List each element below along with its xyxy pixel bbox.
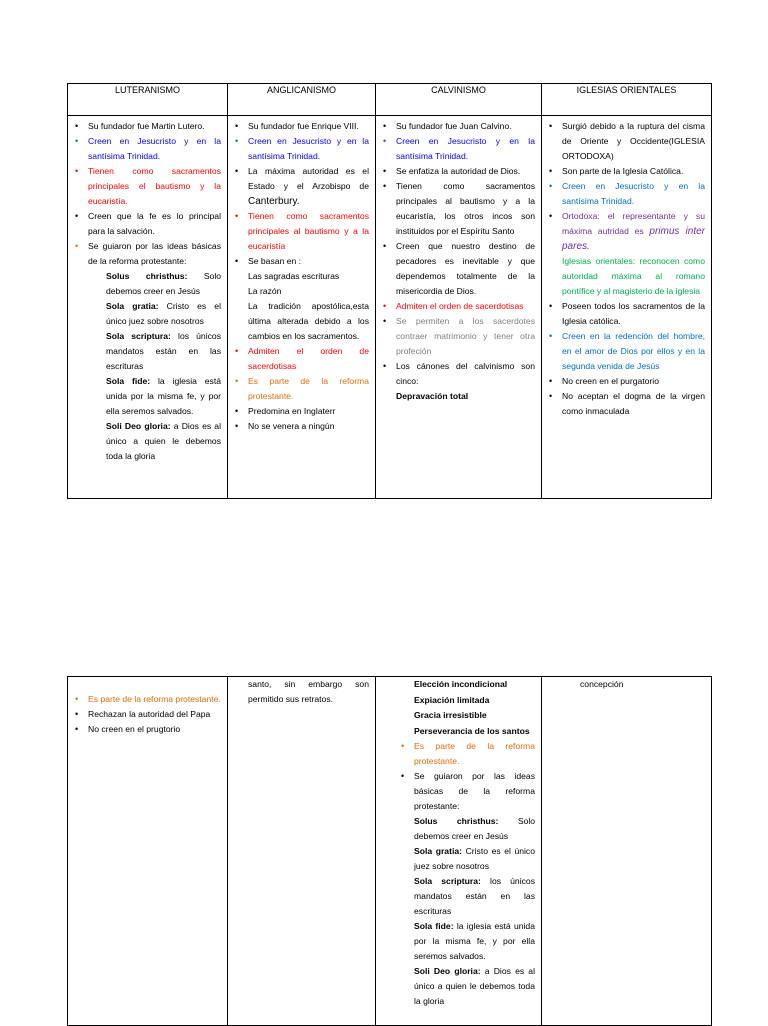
list-item: • No aceptan el dogma de la virgen como inmaculada	[562, 389, 705, 419]
cell-calvinismo	[376, 116, 542, 499]
principle-solus	[376, 814, 541, 844]
comparison-table-page1	[67, 83, 712, 499]
cell-calvinismo-cont	[376, 677, 542, 1026]
principle-text: a Dios es al único a quien le debemos toda la gloria	[414, 966, 536, 1006]
orientales-note: Iglesias orientales: reconocen como autoridad máxima al romano pontífice y al magisterio de la iglesia	[562, 256, 705, 296]
list-item: • Su fundador fue Enrique VIII.	[248, 119, 369, 134]
list-item: • Se permiten a los sacerdotes contraer matrimonio y tener otra profeción	[396, 314, 535, 359]
canon-text: Expiación limitada	[414, 694, 490, 705]
principle-deo	[376, 964, 541, 1009]
source-item: La tradición apostólica,esta última alterada debido a los cambios en los sacramentos.	[248, 301, 369, 341]
comparison-table-page2	[67, 676, 712, 1026]
list-item: • Se guiaron por las ideas básicas de la reforma protestante:	[414, 769, 535, 814]
principle-solus	[68, 269, 227, 299]
principle-gratia	[68, 299, 227, 329]
principle-fide	[68, 374, 227, 419]
list-item: • No creen en el prugtorio	[88, 722, 221, 737]
canon-text: Perseverancia de los santos	[414, 725, 530, 736]
header-luteranismo: LUTERANISMO	[68, 84, 228, 116]
list-item: • Creen en Jesucristo y en la santísima Trinidad.	[88, 134, 221, 164]
list-item: • Predomina en Inglaterr	[248, 404, 369, 419]
canon-text: Depravación total	[396, 391, 469, 401]
list-item: • Su fundador fue Juan Calvino.	[396, 119, 535, 134]
list-item: • Surgió debido a la ruptura del cisma de Oriente y Occidente(IGLESIA ORTODOXA)	[562, 119, 705, 164]
list-item: • Creen en Jesucristo y en la santísima Trinidad.	[396, 134, 535, 164]
principle-title: Sola scriptura:	[414, 876, 481, 886]
list-item: • Son parte de la Iglesia Católica.	[562, 164, 705, 179]
canons-block	[376, 677, 541, 739]
canon-text: Elección incondicional	[414, 679, 508, 689]
cell-anglicanismo	[228, 116, 376, 499]
principle-title: Sola gratia:	[106, 301, 159, 311]
principle-title: Sola scriptura:	[106, 331, 171, 341]
list-item: • Su fundador fue Martin Lutero.	[88, 119, 221, 134]
principle-title: Solus christhus:	[106, 271, 188, 281]
list-item	[562, 209, 705, 254]
list-item: • Se basan en :	[248, 254, 369, 269]
list-item: • Admiten el orden de sacerdotisas	[248, 344, 369, 374]
principle-scriptura	[376, 874, 541, 919]
list-item: • Creen en Jesucristo y en la santísima Trinidad.	[248, 134, 369, 164]
cell-iglesias-orientales	[542, 116, 712, 499]
cell-luteranismo-cont	[68, 677, 228, 1026]
header-anglicanismo: ANGLICANISMO	[228, 84, 376, 116]
list-item-text: La máxima autoridad es el Estado y el Arzobispo de	[248, 166, 369, 191]
list-item: • Rechazan la autoridad del Papa	[88, 707, 221, 722]
list-item: • Los cánones del calvinismo son cinco:	[396, 359, 535, 389]
principle-text: Cristo es el único juez sobre nosotros	[106, 301, 221, 326]
list-item: • Admiten el orden de sacerdotisas	[396, 299, 535, 314]
principle-title: Solus christhus:	[414, 816, 499, 826]
header-calvinismo: CALVINISMO	[376, 84, 542, 116]
principle-text: Solo debemos creer en Jesús	[414, 816, 536, 841]
list-item: • No se venera a ningún	[248, 419, 369, 434]
principle-text: Cristo es el único juez sobre nosotros	[414, 846, 536, 871]
list-item: • Se enfatiza la autoridad de Dios.	[396, 164, 535, 179]
list-item: • No creen en el purgatorio	[562, 374, 705, 389]
list-item: • Es parte de la reforma protestante.	[414, 739, 535, 769]
principle-title: Sola gratia:	[414, 846, 462, 856]
list-item: • Poseen todos los sacramentos de la Iglesia católica.	[562, 299, 705, 329]
principle-gratia	[376, 844, 541, 874]
list-item-text: Se guiaron por las ideas básicas de la reforma protestante:	[88, 241, 221, 266]
list-item-text: Canterbury.	[248, 196, 300, 207]
principle-title: Sola fide:	[106, 376, 151, 386]
principle-title: Sola fide:	[414, 921, 454, 931]
principle-text: a Dios es al único a quien le debemos toda la gloria	[106, 421, 222, 461]
continued-text: santo, sin embargo son permitido sus retratos.	[248, 679, 369, 704]
source-item: La razón	[248, 286, 282, 296]
canon-item	[376, 389, 541, 404]
principle-text: los únicos mandatos están en las escrituras	[106, 331, 221, 371]
list-item-text: Ortodoxa: el representante y su máxima autridad es	[562, 211, 705, 236]
principle-text: los únicos mandatos están en las escrituras	[414, 876, 535, 916]
continued-text: concepción	[580, 679, 624, 689]
principle-deo	[68, 419, 227, 464]
header-iglesias-orientales: IGLESIAS ORIENTALES	[542, 84, 712, 116]
principle-title: Soli Deo gloria:	[414, 966, 481, 976]
principle-text: la iglesia está unida por la misma fe, y por ella seremos salvados.	[106, 376, 221, 416]
list-item	[88, 239, 221, 269]
list-item: • Tienen como sacramentos principales al bautismo y a la eucaristía, los otros incos son instituidos por el Espíritu Santo	[396, 179, 535, 239]
source-item: Las sagradas escrituras	[248, 271, 340, 281]
list-item: • Creen en Jesucristo y en la santísima Trinidad.	[562, 179, 705, 209]
list-item-text: primus inter pares.	[562, 226, 705, 252]
list-item: • Creen que la fe es lo principal para la salvación.	[88, 209, 221, 239]
list-item: • Creen que nuestro destino de pecadores es inevitable y que dependemos totalmente de la misericordia de Dios.	[396, 239, 535, 299]
sources-block	[228, 269, 375, 344]
principle-title: Soli Deo gloria:	[106, 421, 171, 431]
list-item: • Creen en la redención del hombre, en el amor de Dios por ellos y en la segunda venida de Jesús	[562, 329, 705, 374]
list-item: • Es parte de la reforma protestante.	[88, 692, 221, 707]
cell-anglicanismo-cont	[228, 677, 376, 1026]
list-item: • Tienen como sacramentos principales al bautismo y a la eucaristía	[248, 209, 369, 254]
list-item: • Tienen como sacramentos principales el bautismo y la eucaristía.	[88, 164, 221, 209]
canon-text: Gracia irresistible	[414, 710, 487, 720]
cell-luteranismo	[68, 116, 228, 499]
list-item	[248, 164, 369, 209]
principle-fide	[376, 919, 541, 964]
principle-text: la iglesia está unida por la misma fe, y por ella seremos salvados.	[414, 921, 535, 961]
list-item: • Es parte de la reforma protestante.	[248, 374, 369, 404]
cell-orientales-cont	[542, 677, 712, 1026]
principle-scriptura	[68, 329, 227, 374]
principle-text: Solo debemos creer en Jesús	[106, 271, 222, 296]
